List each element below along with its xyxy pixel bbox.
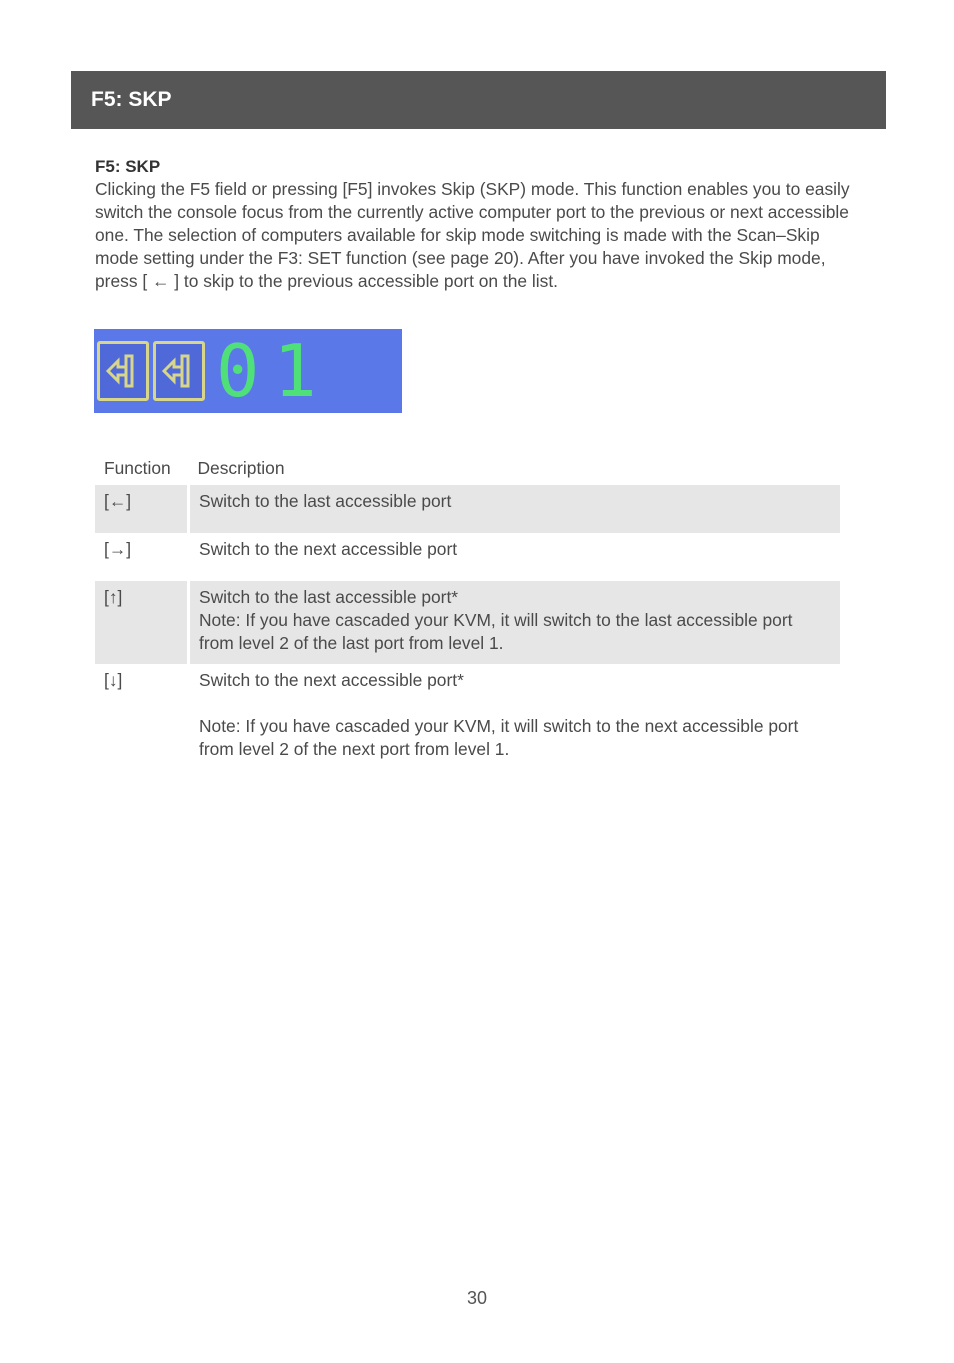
description-gap [199,692,832,715]
section-content [95,155,855,293]
section-heading: F5: SKP [95,157,161,176]
description-line: Switch to the last accessible port [199,491,452,511]
osd-skip-screenshot [94,329,402,413]
description-note: Note: If you have cascaded your KVM, it will switch to the last accessible port from level 2 of the last port from level 1. [199,610,793,653]
function-key: [↓] [95,664,189,770]
skip-left-icon [97,341,149,401]
function-description [189,581,841,664]
function-description [189,485,841,533]
column-header-description: Description [197,458,285,478]
function-table [95,453,840,770]
description-line: Switch to the last accessible port* [199,587,459,607]
osd-port-number: 01 [216,329,331,413]
table-row [95,485,840,533]
table-row [95,533,840,581]
column-header-function: Function [104,458,171,478]
page-number: 30 [466,1288,488,1308]
function-key: [↑] [95,581,189,664]
skip-right-icon [153,341,205,401]
section-header-title: F5: SKP [91,88,172,111]
description-line: Switch to the next accessible port [199,539,458,559]
function-description [189,664,841,770]
section-header-bar [71,71,886,129]
function-key: [→] [95,533,189,581]
table-row [95,664,840,770]
section-body: Clicking the F5 field or pressing [F5] invokes Skip (SKP) mode. This function enables you to easily switch the console focus from the currently active computer port to the previous or next accessible one. The selection of computers available for skip mode switching is made with the Scan–Skip mode setting under the F3: SET function (see page 20). After you have invoked the Skip mode, press [ ← ] to skip to the previous accessible port on the list. [95,179,850,291]
description-line: Switch to the next accessible port* [199,670,464,690]
function-key: [←] [95,485,189,533]
description-note: Note: If you have cascaded your KVM, it will switch to the next accessible port from level 2 of the next port from level 1. [199,716,799,759]
table-header-row [95,453,840,485]
table-row [95,581,840,664]
function-description [189,533,841,581]
